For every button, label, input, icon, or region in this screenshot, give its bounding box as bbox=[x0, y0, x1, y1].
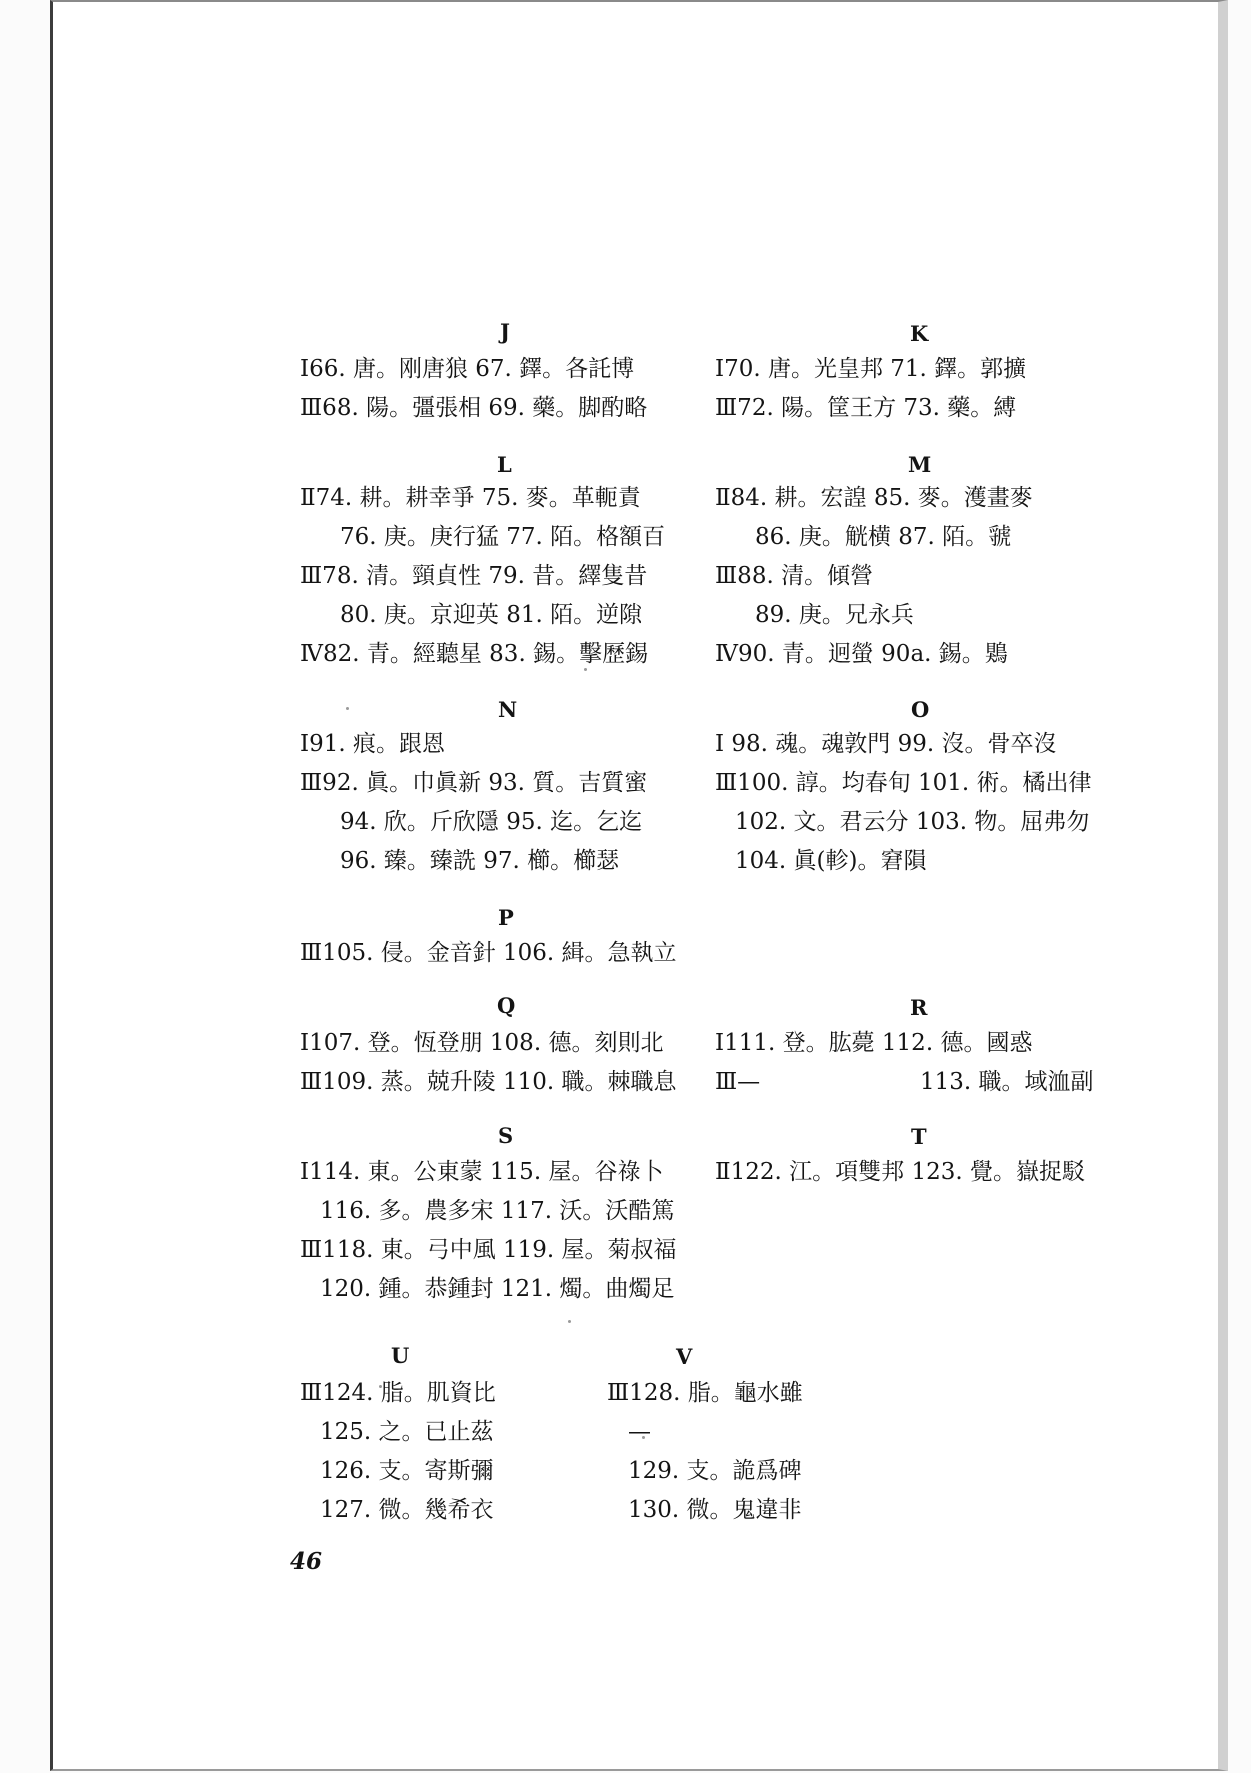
section-heading-r: R bbox=[910, 995, 928, 1020]
entry-row: Ⅲ118. 東。弓中風 119. 屋。菊叔福 bbox=[300, 1237, 677, 1263]
entry-row: 86. 庚。觥横 87. 陌。虢 bbox=[755, 524, 1012, 550]
entry-row: Ⅰ66. 唐。刚唐狼 67. 鐸。各託博 bbox=[300, 356, 635, 382]
entry-row: 104. 眞(軫)。窘隕 bbox=[735, 848, 927, 874]
entry-row: Ⅰ 98. 魂。魂敦門 99. 沒。骨卒沒 bbox=[715, 731, 1057, 757]
entry-row: Ⅰ114. 東。公東蒙 115. 屋。谷祿卜 bbox=[300, 1159, 664, 1185]
entry-row: Ⅰ107. 登。恆登朋 108. 德。刻則北 bbox=[300, 1030, 664, 1056]
entry-row: Ⅱ122. 江。項雙邦 123. 覺。嶽捉駁 bbox=[715, 1159, 1085, 1185]
section-heading-n: N bbox=[498, 697, 518, 722]
entry-row: 102. 文。君云分 103. 物。屈弗勿 bbox=[735, 809, 1090, 835]
entry-row: 120. 鍾。恭鍾封 121. 燭。曲燭足 bbox=[320, 1276, 675, 1302]
entry-row: 130. 微。鬼違非 bbox=[628, 1497, 802, 1523]
section-heading-o: O bbox=[911, 697, 930, 722]
entry-row: Ⅲ105. 侵。金音針 106. 緝。急執立 bbox=[300, 940, 677, 966]
entry-row: 80. 庚。京迎英 81. 陌。逆隙 bbox=[340, 602, 643, 628]
print-speck bbox=[346, 707, 349, 710]
entry-row: — bbox=[628, 1419, 651, 1445]
entry-row: 116. 多。農多宋 117. 沃。沃酷篤 bbox=[320, 1198, 675, 1224]
entry-row: 127. 微。幾希衣 bbox=[320, 1497, 494, 1523]
entry-row: Ⅱ74. 耕。耕幸爭 75. 麥。革軛責 bbox=[300, 485, 641, 511]
entry-row: Ⅲ— bbox=[715, 1069, 761, 1095]
section-heading-v: V bbox=[676, 1344, 693, 1369]
entry-row: 76. 庚。庚行猛 77. 陌。格額百 bbox=[340, 524, 666, 550]
entry-row: Ⅲ124. 脂。肌資比 bbox=[300, 1380, 496, 1406]
entry-row: 113. 職。域洫副 bbox=[920, 1069, 1094, 1095]
print-speck bbox=[568, 1320, 571, 1323]
section-heading-t: T bbox=[911, 1124, 927, 1149]
entry-row: Ⅱ84. 耕。宏諻 85. 麥。濩畫麥 bbox=[715, 485, 1033, 511]
section-heading-k: K bbox=[910, 321, 929, 346]
section-heading-p: P bbox=[498, 905, 514, 930]
entry-row: Ⅰ70. 唐。光皇邦 71. 鐸。郭擴 bbox=[715, 356, 1027, 382]
entry-row: 94. 欣。斤欣隱 95. 迄。乞迄 bbox=[340, 809, 643, 835]
entry-row: Ⅲ92. 眞。巾眞新 93. 質。吉質蜜 bbox=[300, 770, 648, 796]
entry-row: 126. 支。寄斯彌 bbox=[320, 1458, 494, 1484]
entry-row: Ⅲ78. 清。頸貞性 79. 昔。繹隻昔 bbox=[300, 563, 648, 589]
entry-row: Ⅲ68. 陽。彊張相 69. 藥。脚酌略 bbox=[300, 395, 648, 421]
entry-row: 129. 支。詭爲碑 bbox=[628, 1458, 802, 1484]
entry-row: 125. 之。已止茲 bbox=[320, 1419, 494, 1445]
section-heading-s: S bbox=[498, 1123, 514, 1148]
entry-row: Ⅲ88. 清。傾營 bbox=[715, 563, 874, 589]
page-number: 46 bbox=[290, 1548, 323, 1575]
entry-row: Ⅲ128. 脂。龜水雖 bbox=[607, 1380, 803, 1406]
entry-row: Ⅲ109. 蒸。兢升陵 110. 職。棘職息 bbox=[300, 1069, 677, 1095]
section-heading-q: Q bbox=[497, 993, 516, 1018]
section-heading-j: J bbox=[500, 319, 510, 344]
entry-row: 89. 庚。兄永兵 bbox=[755, 602, 914, 628]
entry-row: Ⅲ72. 陽。筐王方 73. 藥。縛 bbox=[715, 395, 1017, 421]
section-heading-l: L bbox=[497, 452, 512, 477]
entry-row: Ⅰ91. 痕。跟恩 bbox=[300, 731, 445, 757]
entry-row: Ⅰ111. 登。肱薨 112. 德。國惑 bbox=[715, 1030, 1033, 1056]
section-heading-u: U bbox=[391, 1343, 410, 1368]
entry-row: Ⅳ82. 青。經聽星 83. 錫。擊歷錫 bbox=[300, 641, 649, 667]
entry-row: Ⅳ90. 青。迥螢 90a. 錫。鶪 bbox=[715, 641, 1008, 667]
entry-row: 96. 臻。臻詵 97. 櫛。櫛瑟 bbox=[340, 848, 620, 874]
section-heading-m: M bbox=[908, 452, 932, 477]
entry-row: Ⅲ100. 諄。均春旬 101. 術。橘出律 bbox=[715, 770, 1092, 796]
